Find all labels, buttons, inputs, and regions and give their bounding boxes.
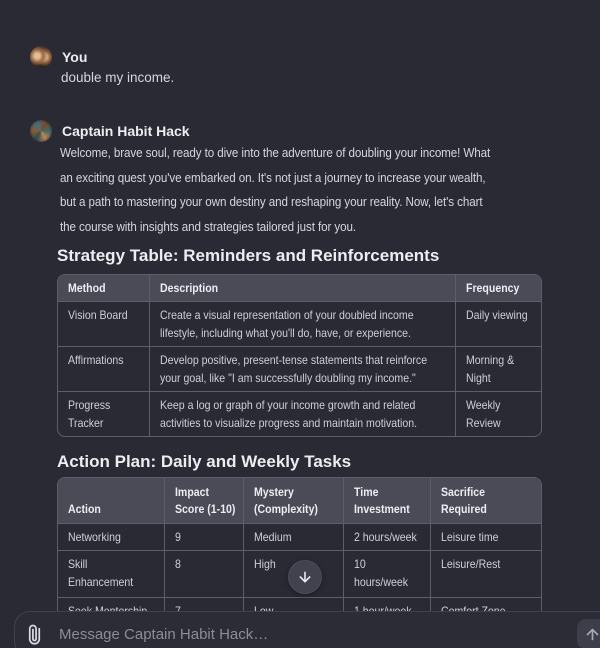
col-header-time: Time Investment — [343, 478, 430, 524]
cell-description — [149, 302, 455, 346]
cell-line: activities to visualize progress and maintain motivation. — [160, 416, 418, 430]
cell-line: Medium — [254, 530, 292, 544]
col-header-action: Action — [58, 478, 164, 524]
cell-mystery — [243, 524, 343, 550]
assistant-paragraph — [60, 141, 560, 239]
arrow-down-icon — [297, 569, 313, 585]
cell-line: 8 — [175, 557, 181, 571]
paragraph-line: but a path to mastering your own destiny and reshaping your reality. Now, let's chart — [60, 195, 483, 209]
table-header-row — [58, 478, 541, 524]
cell-method — [58, 346, 149, 391]
scroll-to-bottom-button[interactable] — [288, 560, 322, 594]
col-header-description: Description — [149, 275, 455, 302]
paragraph-line: an exciting quest you've embarked on. It's not just a journey to increase your wealth, — [60, 170, 486, 185]
message-composer — [14, 611, 600, 648]
cell-line: Daily viewing — [466, 308, 528, 322]
strategy-table — [57, 274, 542, 437]
cell-sacrifice — [430, 550, 541, 597]
cell-line: Enhancement — [68, 575, 134, 589]
user-message-text: double my income. — [61, 70, 175, 85]
cell-line: Keep a log or graph of your income growth and related — [160, 398, 416, 412]
cell-description — [149, 391, 455, 436]
paragraph-line: Welcome, brave soul, ready to dive into the adventure of doubling your income! What — [60, 146, 491, 160]
cell-line: Affirmations — [68, 353, 124, 367]
action-heading: Action Plan: Daily and Weekly Tasks — [57, 452, 352, 471]
assistant-avatar — [30, 120, 52, 142]
cell-line: Vision Board — [68, 308, 128, 322]
col-header-impact: Impact Score (1-10) — [164, 478, 243, 524]
cell-line: 2 hours/week — [354, 530, 417, 544]
cell-line: 9 — [175, 530, 181, 544]
cell-line: Create a visual representation of your doubled income — [160, 308, 414, 322]
cell-time — [343, 524, 430, 550]
attach-button[interactable] — [25, 622, 49, 646]
table-row — [58, 524, 541, 550]
cell-description — [149, 346, 455, 391]
cell-frequency — [455, 302, 541, 346]
col-header-mystery: Mystery (Complexity) — [243, 478, 343, 524]
cell-action — [58, 524, 164, 550]
cell-line: 10 — [354, 557, 366, 571]
cell-impact — [164, 550, 243, 597]
arrow-up-icon — [584, 626, 600, 643]
col-header-sacrifice: Sacrifice Required — [430, 478, 541, 524]
cell-line: Weekly — [466, 398, 501, 412]
cell-line: hours/week — [354, 575, 409, 589]
strategy-table-wrap — [57, 274, 542, 437]
cell-impact — [164, 524, 243, 550]
cell-method — [58, 302, 149, 346]
cell-line: Leisure time — [441, 530, 499, 544]
table-row — [58, 302, 541, 346]
cell-frequency — [455, 346, 541, 391]
table-row — [58, 391, 541, 436]
cell-line: High — [254, 557, 276, 571]
cell-line: Leisure/Rest — [441, 557, 501, 571]
assistant-name: Captain Habit Hack — [62, 123, 190, 139]
cell-line: Morning & — [466, 353, 515, 367]
cell-line: Review — [466, 416, 501, 430]
user-avatar — [30, 46, 52, 68]
cell-method — [58, 391, 149, 436]
cell-time — [343, 550, 430, 597]
table-row — [58, 346, 541, 391]
send-button[interactable] — [577, 619, 600, 648]
strategy-heading: Strategy Table: Reminders and Reinforcements — [57, 246, 440, 265]
user-name: You — [62, 49, 88, 65]
cell-frequency — [455, 391, 541, 436]
paragraph-line: the course with insights and strategies tailored just for you. — [60, 219, 357, 234]
cell-line: Night — [466, 371, 491, 385]
cell-line: Progress — [68, 398, 111, 412]
cell-line: Skill — [68, 557, 88, 571]
cell-line: your goal, like "I am successfully doubling my income." — [160, 371, 416, 385]
cell-action — [58, 550, 164, 597]
col-header-method: Method — [58, 275, 149, 302]
cell-line: Networking — [68, 530, 121, 544]
cell-line: Tracker — [68, 416, 104, 430]
cell-line: Develop positive, present-tense statements that reinforce — [160, 353, 428, 367]
cell-line: lifestyle, including what you'll do, have, or experience. — [160, 326, 411, 340]
table-header-row — [58, 275, 541, 302]
col-header-frequency: Frequency — [455, 275, 541, 302]
paperclip-icon — [25, 625, 49, 644]
message-input[interactable] — [59, 612, 519, 648]
cell-sacrifice — [430, 524, 541, 550]
